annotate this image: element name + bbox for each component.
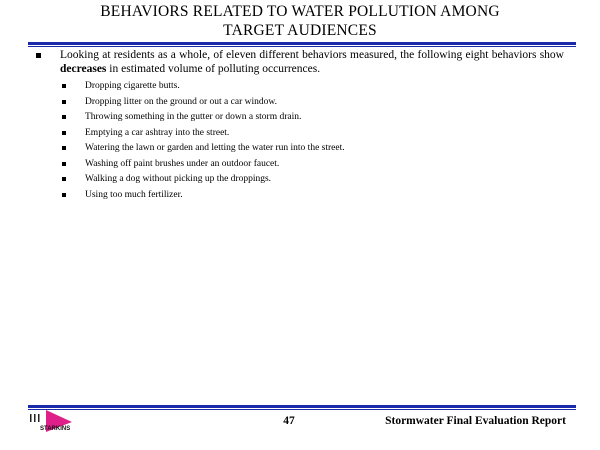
behavior-text: Emptying a car ashtray into the street. (85, 127, 230, 138)
list-item (62, 111, 345, 127)
page-number: 47 (283, 415, 295, 427)
behavior-text: Throwing something in the gutter or down a storm drain. (85, 112, 302, 122)
list-item (62, 189, 345, 205)
footer-rule-thin (28, 409, 576, 410)
company-logo-icon (28, 408, 80, 434)
main-bullet-text (60, 48, 564, 76)
behavior-text: Washing off paint brushes under an outdoor faucet. (85, 158, 280, 169)
behavior-text: Walking a dog without picking up the droppings. (85, 174, 272, 184)
main-text-emphasis: decreases (60, 63, 107, 75)
list-item (62, 96, 345, 112)
footer-rule-thick (28, 405, 576, 408)
header-rule-thick (28, 42, 576, 45)
list-item (62, 80, 345, 96)
list-item (62, 127, 345, 143)
report-name: Stormwater Final Evaluation Report (385, 415, 566, 427)
square-bullet-icon (62, 162, 66, 166)
square-bullet-icon (36, 53, 41, 58)
logo-text: STARKINS (40, 426, 71, 432)
behavior-text: Using too much fertilizer. (85, 189, 183, 200)
behavior-text: Dropping litter on the ground or out a car window. (85, 96, 277, 107)
list-item (62, 142, 345, 158)
page-title (0, 2, 600, 40)
square-bullet-icon (62, 115, 66, 119)
list-item (62, 158, 345, 174)
header-rule-thin (28, 46, 576, 47)
main-text-tail: in estimated volume of polluting occurrences. (106, 63, 321, 75)
square-bullet-icon (62, 177, 66, 181)
square-bullet-icon (62, 100, 66, 104)
square-bullet-icon (62, 131, 66, 135)
behavior-list (62, 80, 345, 204)
behavior-text: Dropping cigarette butts. (85, 81, 180, 91)
page-title-line-1: BEHAVIORS RELATED TO WATER POLLUTION AMONG (100, 3, 500, 20)
square-bullet-icon (62, 84, 66, 88)
square-bullet-icon (62, 146, 66, 150)
page-title-line-2: TARGET AUDIENCES (223, 22, 377, 39)
behavior-text: Watering the lawn or garden and letting the water run into the street. (85, 143, 345, 153)
main-text-lead: Looking at residents as a whole, of eleven different behaviors measured, the following eight behaviors show (60, 49, 564, 61)
list-item (62, 173, 345, 189)
square-bullet-icon (62, 193, 66, 197)
